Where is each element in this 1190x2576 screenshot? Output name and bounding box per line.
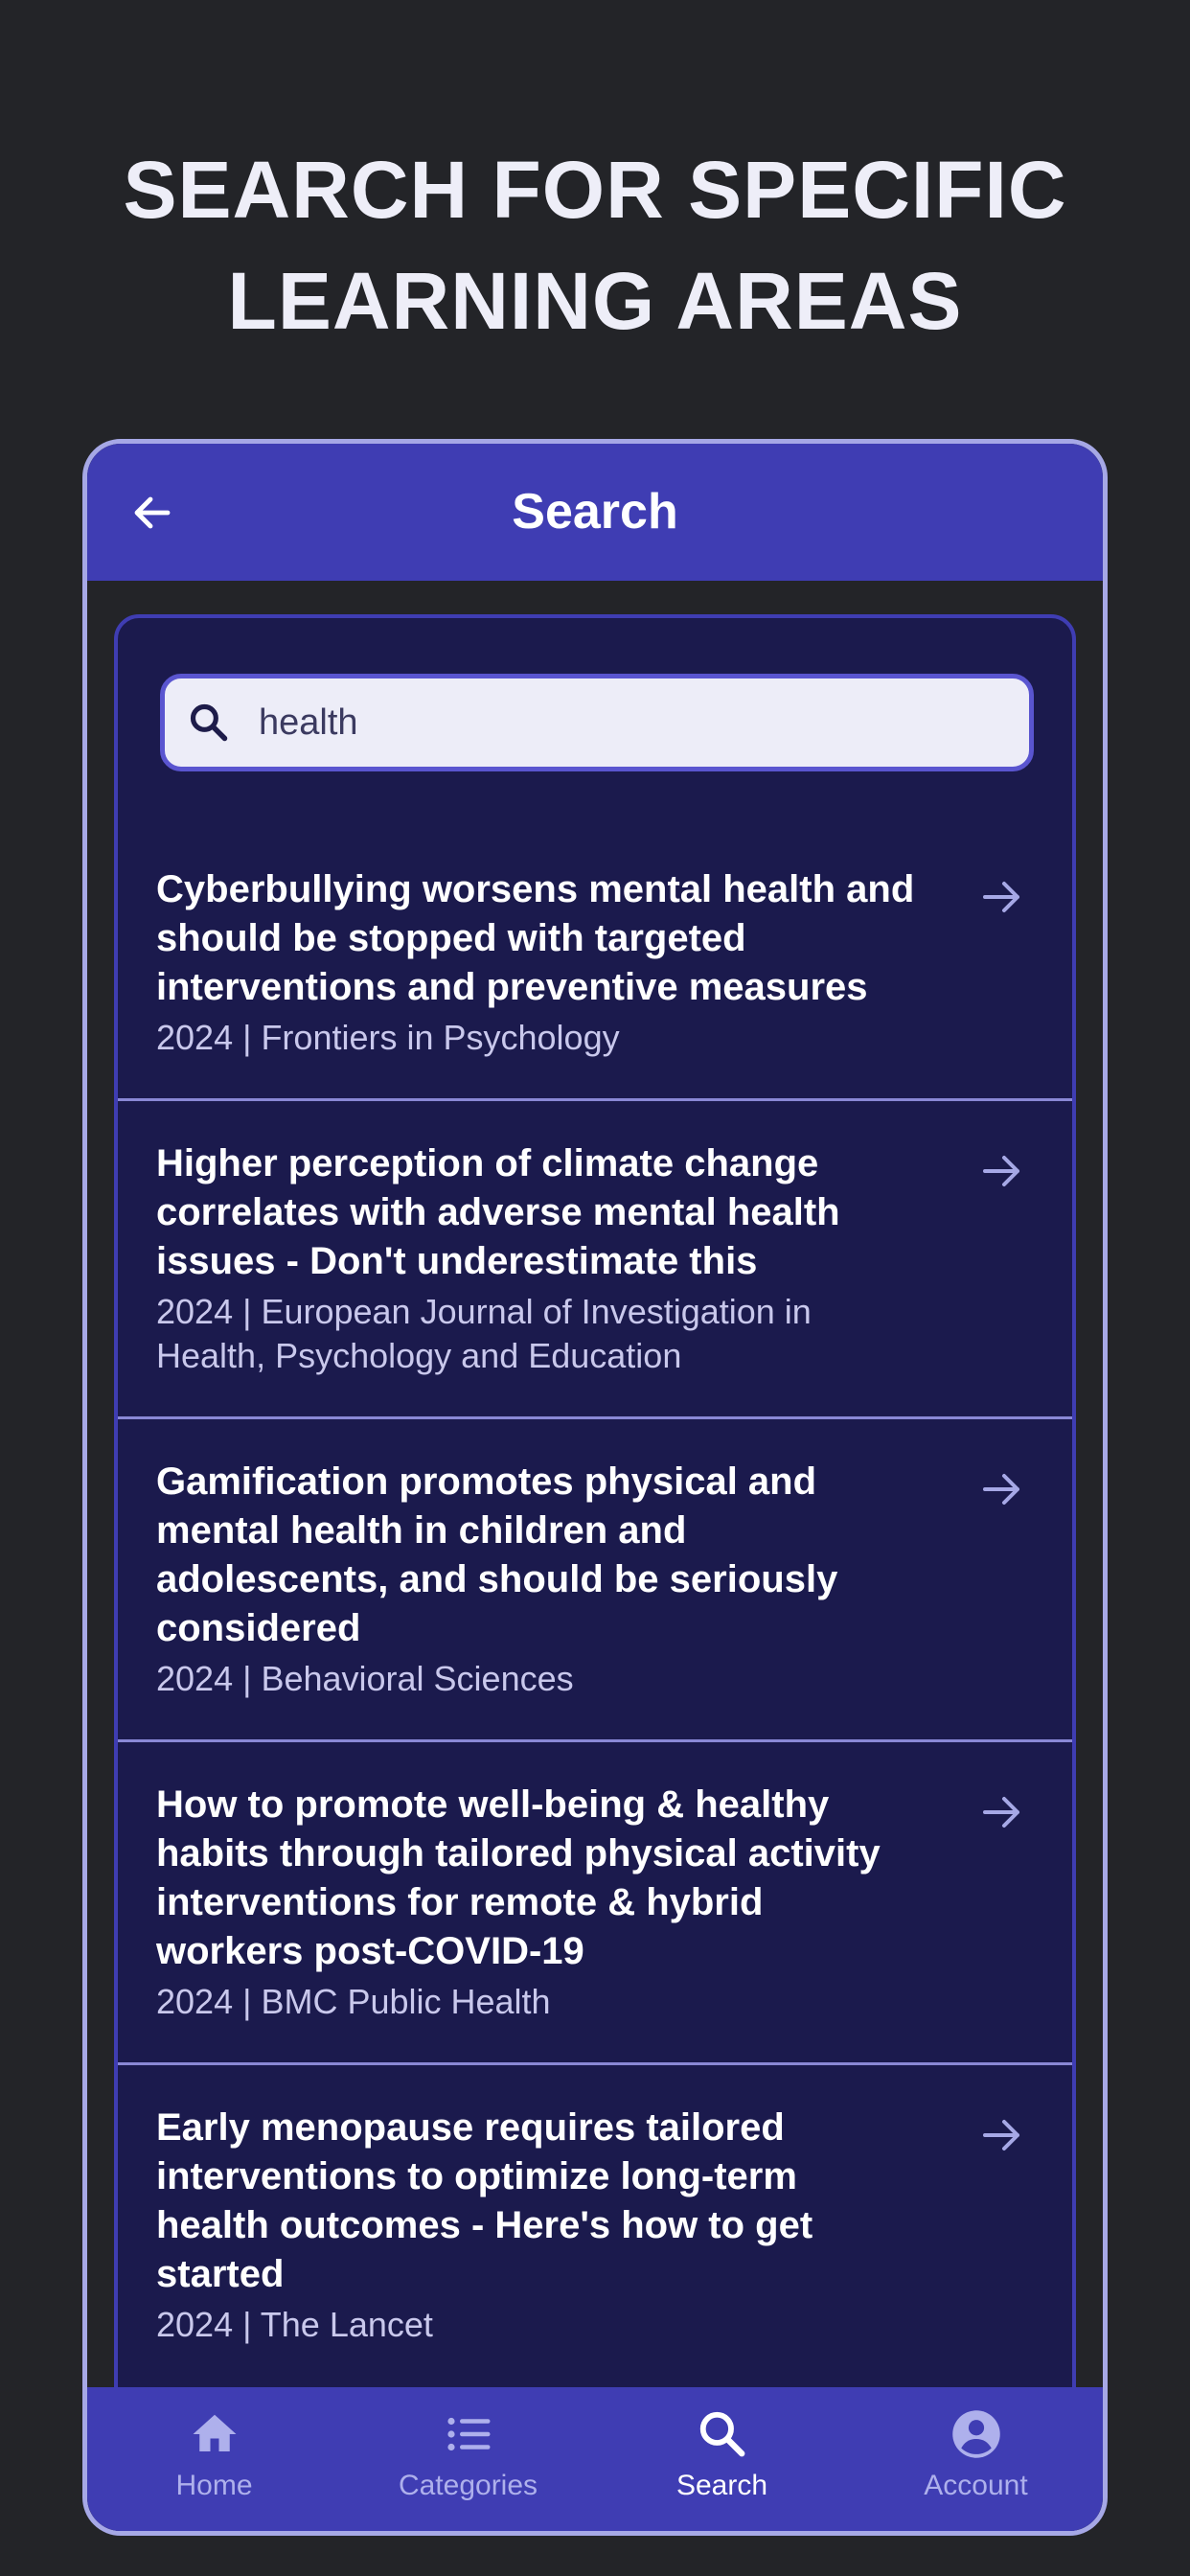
result-title: Higher perception of climate change correlates with adverse mental health issues - Don't underestimate this <box>156 1142 840 1282</box>
result-title: Cyberbullying worsens mental health and should be stopped with targeted interventions and preventive measures <box>156 868 915 1008</box>
page-headline <box>0 134 1190 356</box>
phone-frame <box>82 439 1108 2536</box>
results-list <box>118 827 1072 2385</box>
search-icon <box>695 2406 750 2462</box>
arrow-right-icon[interactable] <box>978 873 1026 921</box>
result-item[interactable] <box>118 827 1072 1101</box>
arrow-left-icon <box>129 490 175 536</box>
result-meta: 2024 | European Journal of Investigation in Health, Psychology and Education <box>156 1292 812 1375</box>
nav-item-search[interactable] <box>595 2387 849 2536</box>
result-title: Early menopause requires tailored interventions to optimize long-term health outcomes - Here's how to get started <box>156 2106 813 2295</box>
result-meta: 2024 | Frontiers in Psychology <box>156 1018 620 1057</box>
headline-line-1: SEARCH FOR SPECIFIC <box>123 145 1067 235</box>
result-title: Gamification promotes physical and mental health in children and adolescents, and should be seriously considered <box>156 1460 838 1649</box>
home-icon <box>187 2406 242 2462</box>
result-title: How to promote well-being & healthy habits through tailored physical activity interventions for remote & hybrid workers post-COVID-19 <box>156 1783 881 1972</box>
search-field[interactable] <box>160 674 1034 771</box>
arrow-right-icon[interactable] <box>978 1788 1026 1836</box>
nav-label-account: Account <box>924 2470 1028 2501</box>
nav-label-home: Home <box>175 2470 253 2501</box>
result-meta: 2024 | BMC Public Health <box>156 1982 551 2021</box>
page-title: Search <box>512 484 678 540</box>
account-icon <box>949 2406 1004 2462</box>
search-panel <box>114 614 1076 2536</box>
nav-item-account[interactable] <box>849 2387 1103 2536</box>
nav-item-home[interactable] <box>87 2387 341 2536</box>
search-input[interactable] <box>257 702 1008 745</box>
arrow-right-icon[interactable] <box>978 1147 1026 1195</box>
app-bar <box>87 444 1103 581</box>
result-meta: 2024 | The Lancet <box>156 2305 433 2344</box>
arrow-right-icon[interactable] <box>978 1465 1026 1513</box>
arrow-right-icon[interactable] <box>978 2111 1026 2159</box>
list-icon <box>441 2406 496 2462</box>
result-meta: 2024 | Behavioral Sciences <box>156 1659 574 1698</box>
search-icon <box>186 700 232 746</box>
nav-item-categories[interactable] <box>341 2387 595 2536</box>
nav-label-search: Search <box>675 2470 768 2501</box>
bottom-nav <box>87 2387 1103 2536</box>
result-item[interactable] <box>118 1101 1072 1419</box>
result-item[interactable] <box>118 2065 1072 2385</box>
result-item[interactable] <box>118 1419 1072 1742</box>
nav-label-categories: Categories <box>398 2470 538 2501</box>
headline-line-2: LEARNING AREAS <box>227 256 963 346</box>
back-button[interactable] <box>126 486 179 540</box>
result-item[interactable] <box>118 1742 1072 2065</box>
